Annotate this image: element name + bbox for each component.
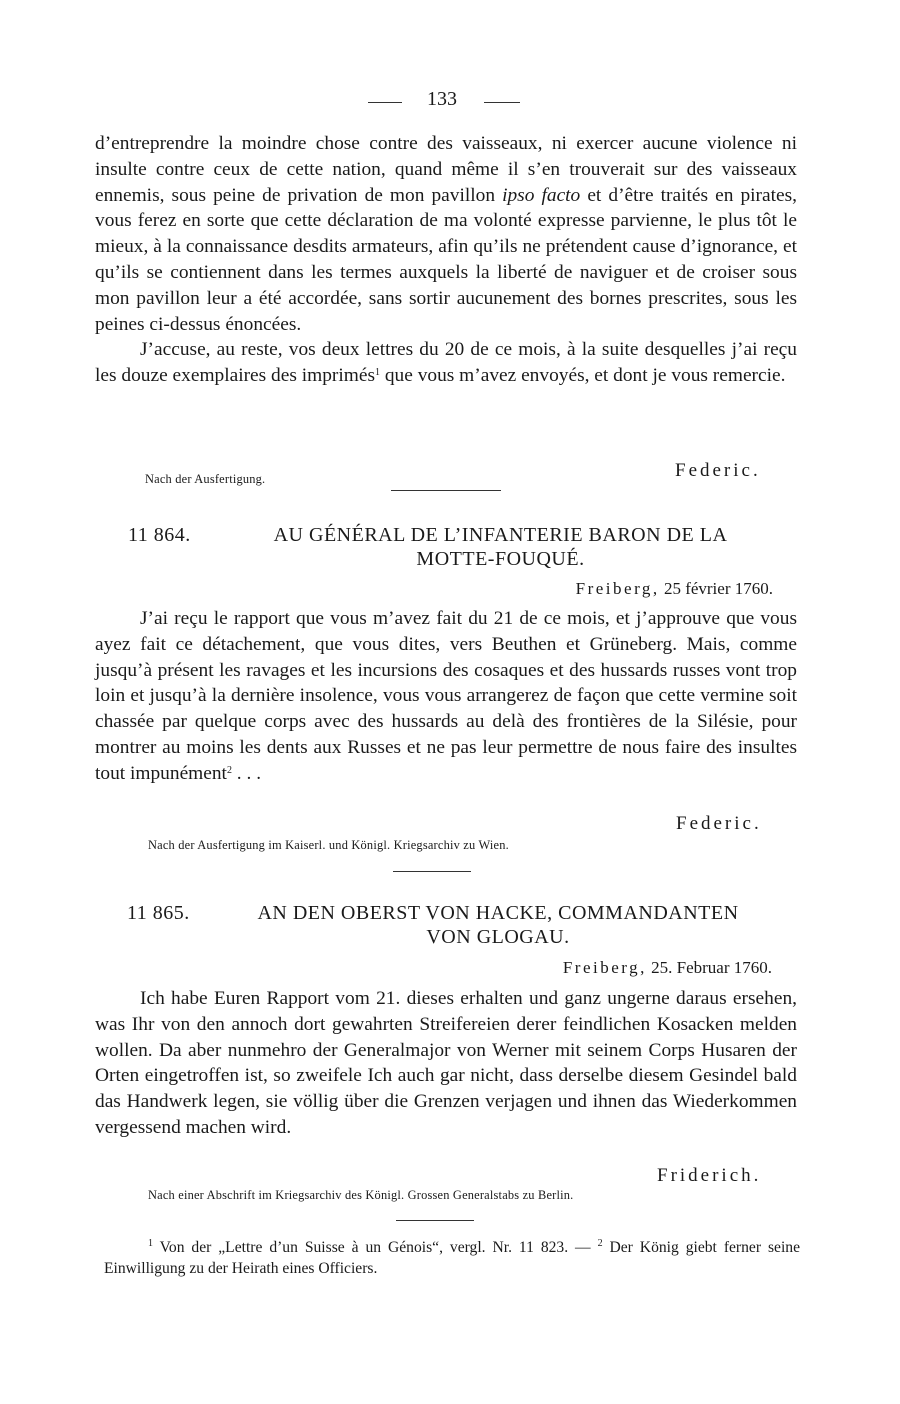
footnotes <box>104 1237 800 1279</box>
paragraph-text: et d’être traités en pirates, vous ferez en sorte que cette déclaration de ma volonté expresse parvienne, le plus tôt le mieux, à la connaissance desdits armateurs, afin qu’ils ne prétendent cause d’ignorance, et qu’ils se contiennent dans les termes auxquels la liberté de naviguer et de croiser sous mon pavillon leur a été accordée, sans sortir aucunement des bornes prescrites, sous les peines ci-dessus énoncées. <box>95 184 797 335</box>
date: 25 février 1760. <box>659 579 773 598</box>
addressee-line-2: MOTTE-FOUQUÉ. <box>416 548 585 570</box>
footnote-mark: 1 <box>375 367 380 379</box>
letter-11864-source: Nach der Ausfertigung im Kaiserl. und Königl. Kriegsarchiv zu Wien. <box>148 838 509 852</box>
footnote-mark: 2 <box>597 1238 603 1249</box>
section-divider <box>393 871 471 872</box>
letter-prev-signature: Federic. <box>675 460 761 481</box>
header-rule-right <box>484 102 520 103</box>
letter-prev-paragraph-2 <box>95 337 797 389</box>
letter-11864-paragraph <box>95 606 797 787</box>
italic-phrase: ipso facto <box>502 184 581 206</box>
letter-11864-signature: Federic. <box>676 813 762 834</box>
footnote-mark: 1 <box>148 1238 153 1249</box>
paragraph-text: que vous m’avez envoyés, et dont je vous remercie. <box>380 365 786 387</box>
place: Freiberg, <box>562 958 647 977</box>
letter-11864-heading <box>128 523 778 571</box>
addressee-line-1: AN DEN OBERST VON HACKE, COMMANDANTEN <box>257 902 739 924</box>
letter-11865-heading <box>127 901 779 949</box>
paragraph-text: J’ai reçu le rapport que vous m’avez fait du 21 de ce mois, et j’approuve que vous ayez fait ce détachement, que vous dites, vers Beuthen et Grüneberg. Mais, comme jusqu’à présent les ravages et les incursions des cosaques et des hussards russes vont trop loin et jusqu’à la dernière insolence, vous vous arrangerez de façon que cette vermine soit chassée par quelque corps avec des hussards au delà des frontières de la Silésie, pour montrer au moins les dents aux Russes et ne pas leur permettre de nous faire des insultes tout impunément <box>95 608 797 784</box>
section-divider <box>391 490 501 491</box>
page-header <box>0 86 900 120</box>
letter-11865-dateline <box>563 958 772 978</box>
paragraph-text: . . . <box>231 762 262 784</box>
footnote-mark: 2 <box>226 764 232 776</box>
header-rule-left <box>368 102 402 103</box>
addressee-line-1: AU GÉNÉRAL DE L’INFANTERIE BARON DE LA <box>273 524 728 546</box>
letter-11865-body <box>95 986 797 1141</box>
letter-11865-paragraph: Ich habe Euren Rapport vom 21. dieses erhalten und ganz ungerne daraus ersehen, was Ihr von den annoch dort gewahrten Streifereien derer feindlichen Kosacken melden wollen. Da aber nunmehro der Generalmajor von Werner mit seinem Corps Husaren der Orten eingetroffen ist, so zweifele Ich auch gar nicht, dass derselbe diesem Gesindel bald das Handwerk legen, sie völlig über die Grenzen verjagen und ihnen das Wiederkommen vergessend machen wird. <box>95 988 797 1138</box>
footnote-text: Von der „Lettre d’un Suisse à un Génois“, vergl. Nr. 11 823. — <box>153 1239 598 1256</box>
paragraph-text: d’entreprendre la moindre chose contre des vaisseaux, ni exercer aucune violence ni insulte contre ceux de cette nation, quand même il s’en trouverait sur des vaisseaux ennemis, sous peine de privation de mon pavillon <box>95 133 797 206</box>
letter-11865-source: Nach einer Abschrift im Kriegsarchiv des Königl. Grossen Generalstabs zu Berlin. <box>148 1188 574 1202</box>
letter-11865-signature: Friderich. <box>657 1165 762 1186</box>
addressee-line-2: VON GLOGAU. <box>426 926 570 948</box>
footnote-divider <box>396 1220 474 1221</box>
date: 25. Februar 1760. <box>646 958 772 977</box>
letter-prev-source: Nach der Ausfertigung. <box>145 472 266 486</box>
letter-11864-dateline <box>576 579 773 599</box>
letter-prev-paragraph-1 <box>95 131 797 337</box>
paragraph-text: J’accuse, au reste, vos deux lettres du 20 de ce mois, à la suite desquelles j’ai reçu les douze exemplaires des imprimés <box>95 339 797 387</box>
letter-11864-body <box>95 606 797 787</box>
letter-prev-body <box>95 131 797 389</box>
letter-number: 11 865. <box>127 902 190 924</box>
place: Freiberg, <box>575 579 660 598</box>
footnote-text: Der König giebt ferner seine Einwilligung zu der Heirath eines Officiers. <box>104 1239 800 1277</box>
page-number: 133 <box>427 88 457 110</box>
letter-number: 11 864. <box>128 524 191 546</box>
